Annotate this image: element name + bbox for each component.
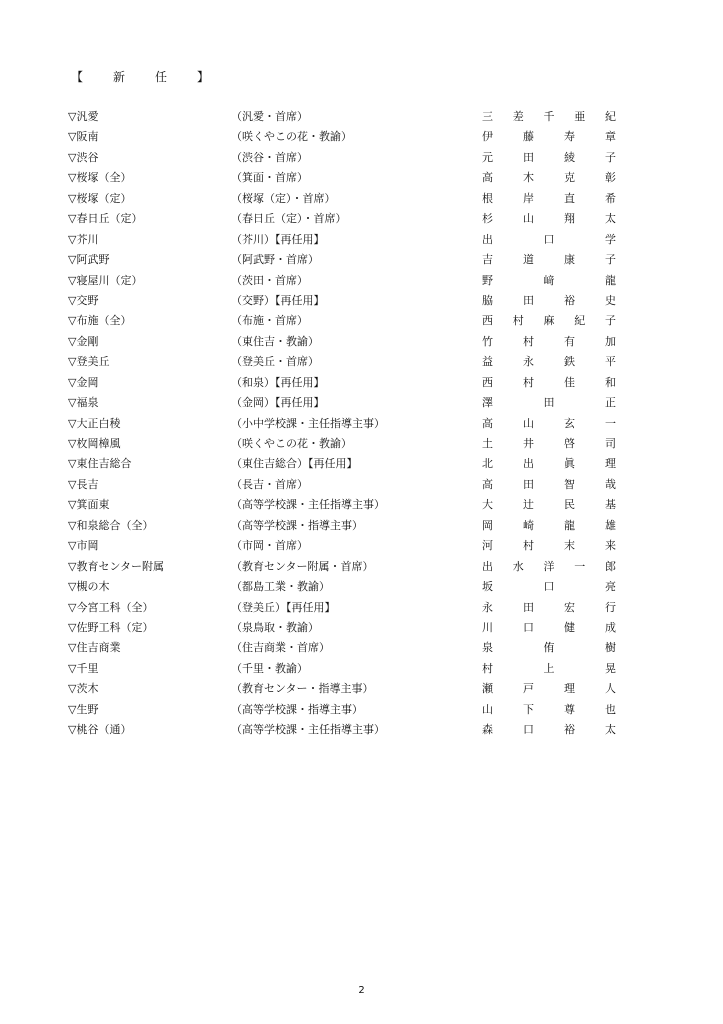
person-name: 坂 口 亮: [482, 580, 616, 594]
list-item: [68, 294, 628, 314]
person-name: 北 出 眞 理: [482, 457, 616, 471]
previous-post: （都島工業・教諭）: [231, 580, 330, 594]
appointment-list: [68, 110, 628, 744]
list-item: [68, 396, 628, 416]
previous-post: （茨田・首席）: [231, 273, 308, 287]
school-name: ▽福泉: [68, 396, 99, 410]
previous-post: （春日丘（定）・首席）: [231, 212, 347, 226]
previous-post: （小中学校課・主任指導主事）: [231, 416, 385, 430]
list-item: [68, 417, 628, 437]
previous-post: （千里・教諭）: [231, 661, 308, 675]
school-name: ▽和泉総合（全）: [68, 518, 154, 532]
list-item: [68, 335, 628, 355]
school-name: ▽今宮工科（全）: [68, 600, 154, 614]
school-name: ▽長吉: [68, 477, 99, 491]
previous-post: （教育センター・指導主事）: [231, 682, 374, 696]
list-item: [68, 498, 628, 518]
person-name: 西 村 佳 和: [482, 375, 616, 389]
page-number: 2: [358, 985, 365, 996]
previous-post: （和泉）【再任用】: [231, 375, 325, 389]
person-name: 出 口 学: [482, 232, 616, 246]
school-name: ▽箕面東: [68, 498, 110, 512]
school-name: ▽金岡: [68, 375, 99, 389]
school-name: ▽芥川: [68, 232, 99, 246]
person-name: 村 上 晃: [482, 661, 616, 675]
person-name: 岡 崎 龍 雄: [482, 518, 616, 532]
previous-post: （布施・首席）: [231, 314, 308, 328]
list-item: [68, 682, 628, 702]
previous-post: （咲くやこの花・教諭）: [231, 437, 352, 450]
person-name: 出 水 洋 一 郎: [482, 559, 616, 573]
school-name: ▽大正白稜: [68, 416, 121, 430]
school-name: ▽槻の木: [68, 580, 110, 594]
school-name: ▽桃谷（通）: [68, 723, 132, 737]
list-item: [68, 723, 628, 743]
school-name: ▽佐野工科（定）: [68, 620, 154, 634]
previous-post: （交野）【再任用】: [231, 293, 325, 307]
list-item: [68, 580, 628, 600]
person-name: 竹 村 有 加: [482, 334, 616, 348]
previous-post: （高等学校課・主任指導主事）: [231, 498, 385, 512]
person-name: 森 口 裕 太: [482, 723, 616, 737]
previous-post: （渋谷・首席）: [231, 150, 308, 164]
person-name: 脇 田 裕 史: [482, 293, 616, 307]
previous-post: （登美丘）【再任用】: [231, 600, 336, 614]
list-item: [68, 355, 628, 375]
school-name: ▽金剛: [68, 334, 99, 348]
person-name: 高 山 玄 一: [482, 416, 616, 430]
person-name: 澤 田 正: [482, 396, 616, 410]
list-item: [68, 457, 628, 477]
list-item: [68, 641, 628, 661]
person-name: 河 村 末 来: [482, 539, 616, 553]
previous-post: （芥川）【再任用】: [231, 232, 325, 246]
previous-post: （長吉・首席）: [231, 477, 308, 491]
person-name: 伊 藤 寿 章: [482, 130, 616, 144]
previous-post: （汎愛・首席）: [231, 110, 308, 123]
list-item: [68, 437, 628, 457]
previous-post: （東住吉総合）【再任用】: [231, 457, 358, 471]
list-item: [68, 274, 628, 294]
list-item: [68, 151, 628, 171]
school-name: ▽桜塚（全）: [68, 171, 132, 185]
list-item: [68, 192, 628, 212]
list-item: [68, 233, 628, 253]
previous-post: （高等学校課・指導主事）: [231, 702, 363, 716]
school-name: ▽東住吉総合: [68, 457, 132, 471]
list-item: [68, 478, 628, 498]
person-name: 杉 山 翔 太: [482, 212, 616, 226]
list-item: [68, 703, 628, 723]
school-name: ▽渋谷: [68, 150, 99, 164]
person-name: 瀬 戸 理 人: [482, 682, 616, 696]
school-name: ▽住吉商業: [68, 641, 121, 655]
person-name: 山 下 尊 也: [482, 702, 616, 716]
school-name: ▽市岡: [68, 539, 99, 553]
previous-post: （高等学校課・主任指導主事）: [231, 723, 385, 737]
school-name: ▽阪南: [68, 130, 99, 144]
list-item: [68, 662, 628, 682]
list-item: [68, 171, 628, 191]
school-name: ▽生野: [68, 702, 99, 716]
person-name: 土 井 啓 司: [482, 437, 616, 450]
previous-post: （咲くやこの花・教諭）: [231, 130, 352, 144]
previous-post: （箕面・首席）: [231, 171, 308, 185]
school-name: ▽交野: [68, 293, 99, 307]
list-item: [68, 314, 628, 334]
person-name: 野 﨑 龍: [482, 273, 616, 287]
section-heading: 【 新 任 】: [71, 70, 219, 84]
list-item: [68, 621, 628, 641]
person-name: 西 村 麻 紀 子: [482, 314, 616, 328]
list-item: [68, 539, 628, 559]
list-item: [68, 376, 628, 396]
school-name: ▽汎愛: [68, 110, 99, 123]
school-name: ▽枚岡樟風: [68, 437, 121, 450]
previous-post: （高等学校課・指導主事）: [231, 518, 363, 532]
previous-post: （桜塚（定）・首席）: [231, 191, 336, 205]
previous-post: （東住吉・教諭）: [231, 334, 319, 348]
person-name: 川 口 健 成: [482, 620, 616, 634]
school-name: ▽春日丘（定）: [68, 212, 143, 226]
school-name: ▽桜塚（定）: [68, 191, 132, 205]
list-item: [68, 601, 628, 621]
school-name: ▽教育センター附属: [68, 559, 165, 573]
person-name: 高 田 智 哉: [482, 477, 616, 491]
school-name: ▽登美丘: [68, 355, 110, 369]
person-name: 高 木 克 彰: [482, 171, 616, 185]
list-item: [68, 110, 628, 130]
list-item: [68, 519, 628, 539]
person-name: 大 辻 民 基: [482, 498, 616, 512]
school-name: ▽茨木: [68, 682, 99, 696]
person-name: 根 岸 直 希: [482, 191, 616, 205]
school-name: ▽阿武野: [68, 253, 110, 267]
list-item: [68, 253, 628, 273]
person-name: 三 差 千 亜 紀: [482, 110, 616, 123]
person-name: 益 永 鉄 平: [482, 355, 616, 369]
person-name: 吉 道 康 子: [482, 253, 616, 267]
previous-post: （登美丘・首席）: [231, 355, 319, 369]
previous-post: （阿武野・首席）: [231, 253, 319, 267]
previous-post: （市岡・首席）: [231, 539, 308, 553]
school-name: ▽布施（全）: [68, 314, 132, 328]
person-name: 永 田 宏 行: [482, 600, 616, 614]
previous-post: （住吉商業・首席）: [231, 641, 330, 655]
previous-post: （泉鳥取・教諭）: [231, 620, 319, 634]
previous-post: （金岡）【再任用】: [231, 396, 325, 410]
person-name: 泉 侑 樹: [482, 641, 616, 655]
person-name: 元 田 綾 子: [482, 150, 616, 164]
list-item: [68, 130, 628, 150]
previous-post: （教育センター附属・首席）: [231, 559, 374, 573]
list-item: [68, 560, 628, 580]
school-name: ▽千里: [68, 661, 99, 675]
school-name: ▽寝屋川（定）: [68, 273, 143, 287]
list-item: [68, 212, 628, 232]
